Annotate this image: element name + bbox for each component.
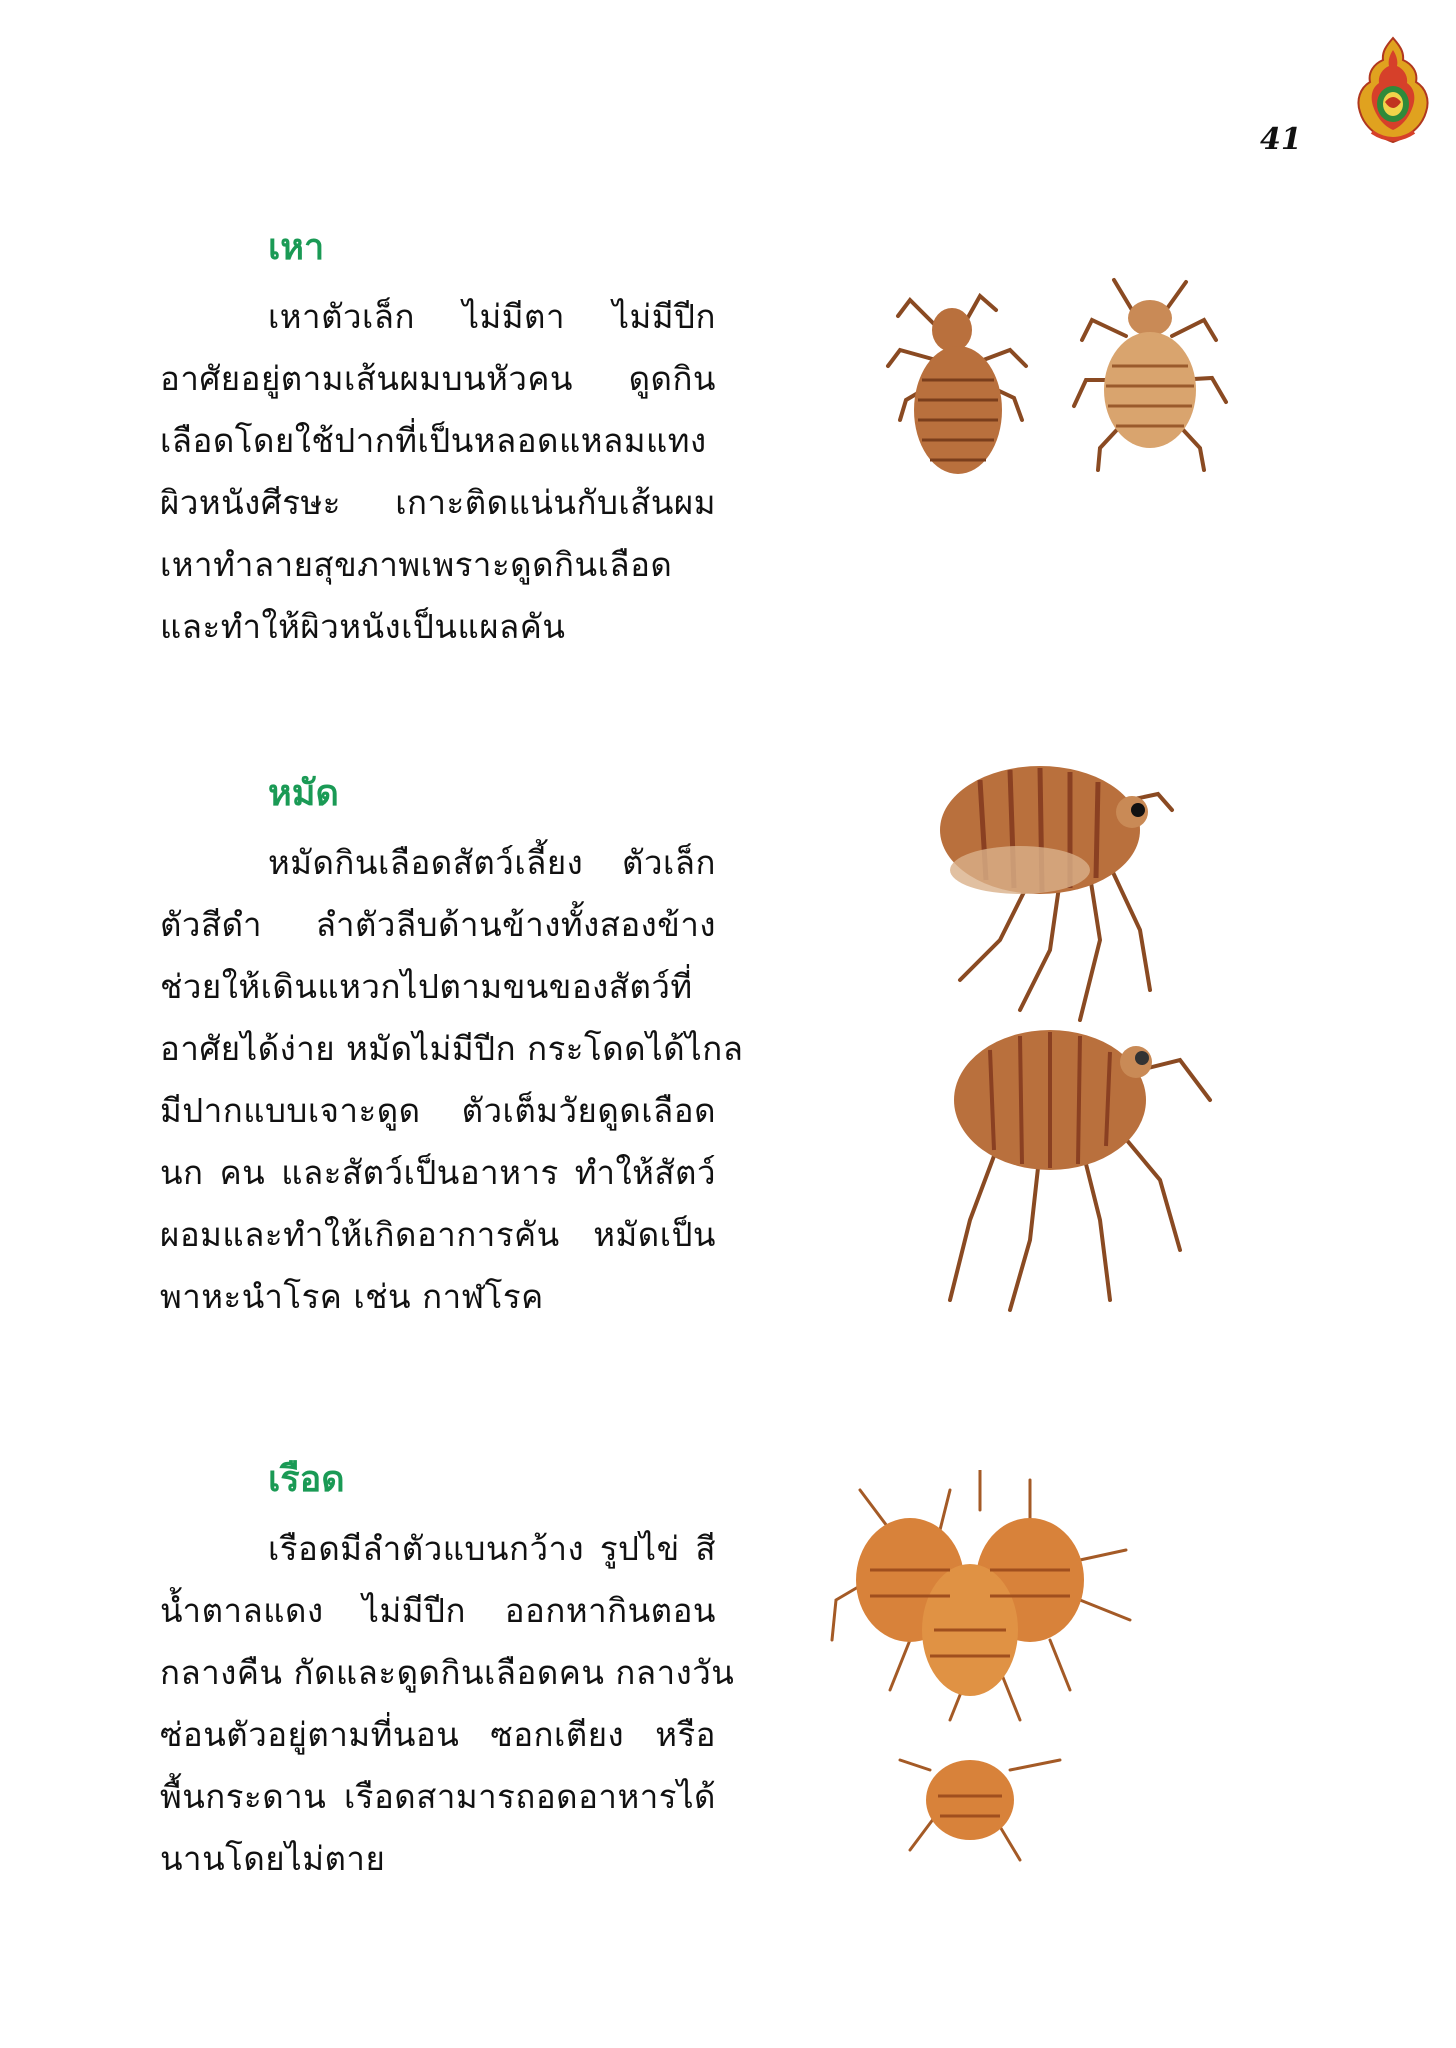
text-line: อาศัยได้ง่าย หมัดไม่มีปีก กระโดดได้ไกล <box>160 1029 744 1068</box>
section-body <box>160 832 744 1328</box>
text-line: พื้นกระดาน เรือดสามารถอดอาหารได้ <box>160 1777 716 1816</box>
text-line: หมัดกินเลือดสัตว์เลี้ยง ตัวเล็ก <box>268 843 716 882</box>
text-line: นก คน และสัตว์เป็นอาหาร ทำให้สัตว์ <box>160 1153 716 1192</box>
text-line: ช่วยให้เดินแหวกไปตามขนของสัตว์ที่ <box>160 967 693 1006</box>
lice-illustration <box>870 270 1270 510</box>
text-line: ผิวหนังศีรษะ เกาะติดแน่นกับเส้นผม <box>160 483 716 522</box>
text-line: มีปากแบบเจาะดูด ตัวเต็มวัยดูดเลือด <box>160 1091 716 1130</box>
text-line: อาศัยอยู่ตามเส้นผมบนหัวคน ดูดกิน <box>160 359 716 398</box>
flea-illustration <box>910 740 1250 1320</box>
text-line: ตัวสีดำ ลำตัวลีบด้านข้างทั้งสองข้าง <box>160 905 716 944</box>
section-heading: หมัด <box>268 773 339 814</box>
bedbug-illustration <box>830 1470 1150 1880</box>
text-line: เรือดมีลำตัวแบนกว้าง รูปไข่ สี <box>268 1529 716 1568</box>
text-line: เลือดโดยใช้ปากที่เป็นหลอดแหลมแทง <box>160 421 707 460</box>
section-body <box>160 286 716 658</box>
text-line: นานโดยไม่ตาย <box>160 1839 386 1878</box>
page-number: 41 <box>1260 122 1302 157</box>
text-line: เหาตัวเล็ก ไม่มีตา ไม่มีปีก <box>268 297 716 336</box>
text-line: ซ่อนตัวอยู่ตามที่นอน ซอกเตียง หรือ <box>160 1715 716 1754</box>
text-line: เหาทำลายสุขภาพเพราะดูดกินเลือด <box>160 545 673 584</box>
section-heading: เรือด <box>268 1459 345 1500</box>
section-heading: เหา <box>268 227 325 268</box>
section-body <box>160 1518 735 1890</box>
text-line: ผอมและทำให้เกิดอาการคัน หมัดเป็น <box>160 1215 716 1254</box>
text-line: และทำให้ผิวหนังเป็นแผลคัน <box>160 607 566 646</box>
text-line: กลางคืน กัดและดูดกินเลือดคน กลางวัน <box>160 1653 735 1692</box>
text-line: พาหะนำโรค เช่น กาฬโรค <box>160 1277 544 1316</box>
emblem-icon <box>1352 36 1434 148</box>
text-line: น้ำตาลแดง ไม่มีปีก ออกหากินตอน <box>160 1591 716 1630</box>
